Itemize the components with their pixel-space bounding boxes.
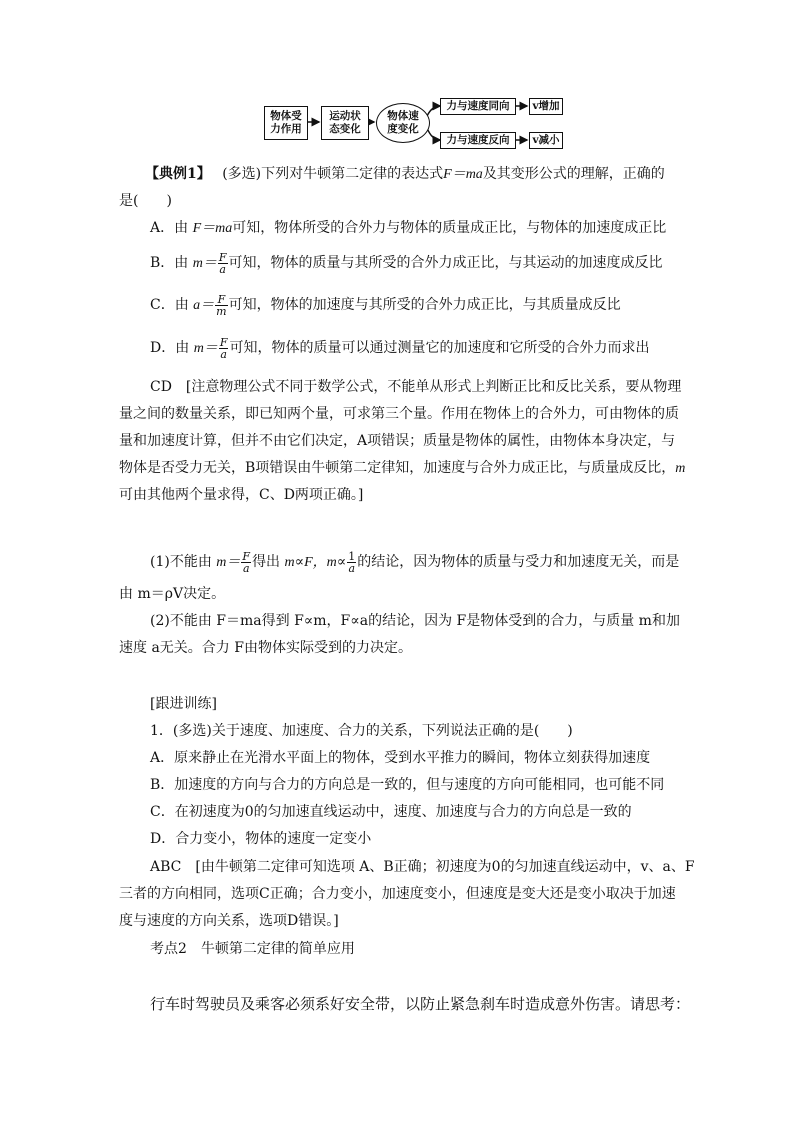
node-motion-change: 运动状 态变化 [321, 106, 369, 140]
option-b: B．由 m＝ $\frac{F}{a}$ 可知，物体的质量与其所受的合外力成正比，与其运动的加速度成反比 [150, 250, 663, 276]
training-option-a: A．原来静止在光滑水平面上的物体，受到水平推力的瞬间，物体立刻获得加速度 [150, 750, 651, 766]
fraction: $\frac{F}{m}$ [216, 292, 227, 318]
fraction: $\frac{F}{a}$ [219, 335, 228, 361]
training-answer-line1: ABC [由牛顿第二定律可知选项 A、B正确；初速度为0的匀加速直线运动中，v、a、F [150, 859, 695, 875]
node-force-applied: 物体受 力作用 [264, 106, 308, 140]
note-2-line1: (2)不能由 F＝ma得到 F∝m，F∝a的结论，因为 F是物体受到的合力，与质量 m和加 [150, 613, 680, 629]
option-d: D．由 m＝ $\frac{F}{a}$ 可知，物体的质量可以通过测量它的加速度和它所受的合外力而求出 [150, 335, 650, 361]
answer-line-2: 量之间的数量关系，即已知两个量，可求第三个量。作用在物体上的合外力，可由物体的质 [119, 406, 679, 422]
training-option-c: C．在初速度为0的匀加速直线运动中，速度、加速度与合力的方向总是一致的 [150, 804, 632, 820]
option-c: C．由 a＝ $\frac{F}{m}$ 可知，物体的加速度与其所受的合外力成正比，与其质量成反比 [150, 292, 621, 318]
answer-line-1: CD [注意物理公式不同于数学公式，不能单从形式上判断正比和反比关系，要从物理 [150, 379, 682, 395]
answer-line-5: 可由其他两个量求得，C、D两项正确。] [119, 487, 364, 503]
training-option-d: D．合力变小，物体的速度一定变小 [150, 831, 372, 847]
section-title: 考点2 牛顿第二定律的简单应用 [150, 941, 355, 957]
branch-opposite-direction: 力与速度反向 [440, 132, 516, 149]
note-1-line2: 由 m＝ρV决定。 [119, 586, 226, 602]
branch-same-direction: 力与速度同向 [440, 98, 516, 115]
result-v-increase: v增加 [529, 98, 563, 115]
section-intro: 行车时驾驶员及乘客必须系好安全带，以防止紧急刹车时造成意外伤害。请思考： [150, 995, 691, 1013]
training-header: [跟进训练] [150, 696, 217, 712]
fraction: $\frac{F}{a}$ [218, 250, 227, 276]
answer-line-3: 量和加速度计算，但并不由它们决定，A项错误；质量是物体的属性，由物体本身决定，与 [119, 433, 676, 449]
fraction: $\frac{1}{a}$ [348, 549, 356, 575]
training-option-b: B．加速度的方向与合力的方向总是一致的，但与速度的方向可能相同，也可能不同 [150, 777, 665, 793]
answer-line-4: 物体是否受力无关，B项错误由牛顿第二定律知，加速度与合外力成正比，与质量成反比，m [119, 460, 686, 476]
note-1-line1: (1)不能由 m＝ $\frac{F}{a}$ 得出 m∝F，m∝ $\frac{1}{a}$ 的结论，因为物体的质量与受力和加速度无关，而是 [150, 549, 680, 575]
option-a: A．由 F＝ma可知，物体所受的合外力与物体的质量成正比，与物体的加速度成正比 [150, 220, 667, 236]
training-answer-line2: 三者的方向相同，选项C正确；合力变小，加速度变小，但速度是变大还是变小取决于加速 [119, 886, 676, 902]
arrow-branch-bottom [427, 128, 440, 140]
example-stem-line1: 【典例1】 (多选)下列对牛顿第二定律的表达式F＝ma及其变形公式的理解，正确的 [145, 166, 665, 182]
note-2-line2: 速度 a无关。合力 F由物体实际受到的力决定。 [119, 640, 412, 656]
fraction: $\frac{F}{a}$ [242, 549, 251, 575]
arrow-branch-top [427, 106, 440, 116]
node-velocity-change: 物体速 度变化 [376, 103, 430, 143]
example-tag: 【典例1】 [145, 166, 204, 182]
training-answer-line3: 度与速度的方向关系，选项D错误。] [119, 913, 339, 929]
result-v-decrease: v减小 [529, 132, 563, 149]
training-question: 1．(多选)关于速度、加速度、合力的关系，下列说法正确的是( ) [150, 723, 573, 739]
example-stem-line2: 是( ) [119, 193, 172, 209]
concept-diagram [262, 98, 562, 158]
